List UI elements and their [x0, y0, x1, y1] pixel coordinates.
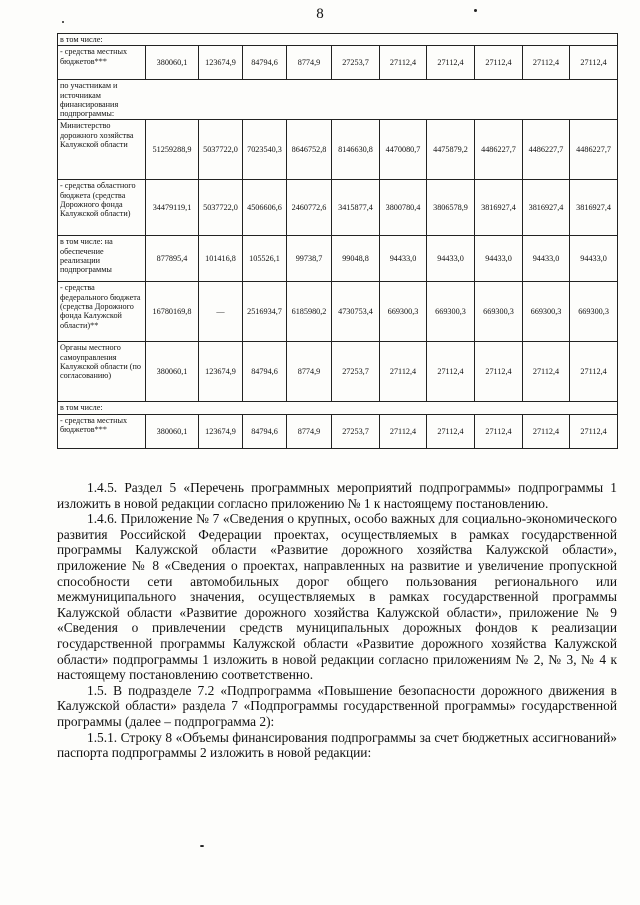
value-cell: 380060,1 [146, 342, 199, 402]
value-cell: 123674,9 [199, 46, 243, 80]
row-label: - средства федерального бюджета (средства Дорожного фонда Калужской области)** [58, 282, 146, 342]
value-cell: 669300,3 [570, 282, 618, 342]
value-cell: 3806578,9 [427, 180, 475, 236]
value-cell: 8146630,8 [332, 120, 380, 180]
table-row [58, 34, 618, 46]
row-label: Министерство дорожного хозяйства Калужской области [58, 120, 146, 180]
value-cell: 27253,7 [332, 46, 380, 80]
empty-cell [146, 80, 618, 120]
table-row [58, 180, 618, 236]
value-cell: 99048,8 [332, 236, 380, 282]
value-cell: 51259288,9 [146, 120, 199, 180]
value-cell: 27112,4 [427, 46, 475, 80]
value-cell: — [199, 282, 243, 342]
value-cell: 4506606,6 [243, 180, 287, 236]
value-cell: 27112,4 [475, 414, 523, 448]
value-cell: 8646752,8 [287, 120, 332, 180]
row-label: в том числе: [58, 34, 146, 46]
value-cell: 27112,4 [380, 46, 427, 80]
value-cell: 8774,9 [287, 342, 332, 402]
value-cell: 3800780,4 [380, 180, 427, 236]
table-row [58, 46, 618, 80]
table-row [58, 402, 618, 414]
value-cell: 123674,9 [199, 414, 243, 448]
value-cell: 123674,9 [199, 342, 243, 402]
financing-table [57, 33, 618, 449]
value-cell: 84794,6 [243, 414, 287, 448]
value-cell: 94433,0 [475, 236, 523, 282]
value-cell: 84794,6 [243, 46, 287, 80]
scan-speck [474, 9, 477, 12]
value-cell: 101416,8 [199, 236, 243, 282]
row-label: по участникам и источникам финансирования подпрограммы: [58, 80, 146, 120]
value-cell: 94433,0 [570, 236, 618, 282]
value-cell: 669300,3 [380, 282, 427, 342]
value-cell: 5037722,0 [199, 120, 243, 180]
paragraph: 1.4.5. Раздел 5 «Перечень программных мероприятий подпрограммы» подпрограммы 1 изложить в новой редакции согласно приложению № 1 к настоящему постановлению. [57, 480, 617, 511]
scan-speck [200, 845, 204, 847]
value-cell: 27112,4 [380, 342, 427, 402]
value-cell: 3816927,4 [570, 180, 618, 236]
value-cell: 27112,4 [475, 46, 523, 80]
row-label: в том числе: [58, 402, 146, 414]
value-cell: 877895,4 [146, 236, 199, 282]
value-cell: 27112,4 [570, 46, 618, 80]
value-cell: 84794,6 [243, 342, 287, 402]
scan-speck [62, 21, 64, 23]
value-cell: 27253,7 [332, 342, 380, 402]
value-cell: 2516934,7 [243, 282, 287, 342]
table-row [58, 120, 618, 180]
value-cell: 4486227,7 [570, 120, 618, 180]
value-cell: 2460772,6 [287, 180, 332, 236]
value-cell: 3415877,4 [332, 180, 380, 236]
value-cell: 27112,4 [570, 414, 618, 448]
value-cell: 99738,7 [287, 236, 332, 282]
value-cell: 380060,1 [146, 414, 199, 448]
value-cell: 16780169,8 [146, 282, 199, 342]
value-cell: 4730753,4 [332, 282, 380, 342]
row-label: - средства областного бюджета (средства Дорожного фонда Калужской области) [58, 180, 146, 236]
value-cell: 105526,1 [243, 236, 287, 282]
value-cell: 5037722,0 [199, 180, 243, 236]
value-cell: 8774,9 [287, 414, 332, 448]
paragraph: 1.5.1. Строку 8 «Объемы финансирования подпрограммы за счет бюджетных ассигнований» паспорта подпрограммы 2 изложить в новой редакции: [57, 729, 617, 761]
table-row [58, 282, 618, 342]
value-cell: 27112,4 [427, 342, 475, 402]
value-cell: 669300,3 [427, 282, 475, 342]
value-cell: 34479119,1 [146, 180, 199, 236]
empty-cell [146, 34, 618, 46]
value-cell: 669300,3 [523, 282, 570, 342]
value-cell: 6185980,2 [287, 282, 332, 342]
value-cell: 3816927,4 [475, 180, 523, 236]
table-row [58, 414, 618, 448]
table-row [58, 342, 618, 402]
value-cell: 27253,7 [332, 414, 380, 448]
value-cell: 94433,0 [427, 236, 475, 282]
value-cell: 27112,4 [523, 414, 570, 448]
row-label: - средства местных бюджетов*** [58, 414, 146, 448]
value-cell: 4470080,7 [380, 120, 427, 180]
value-cell: 669300,3 [475, 282, 523, 342]
value-cell: 27112,4 [570, 342, 618, 402]
value-cell: 94433,0 [380, 236, 427, 282]
value-cell: 4486227,7 [523, 120, 570, 180]
document-text [57, 480, 617, 761]
value-cell: 27112,4 [475, 342, 523, 402]
row-label: - средства местных бюджетов*** [58, 46, 146, 80]
value-cell: 4486227,7 [475, 120, 523, 180]
empty-cell [146, 402, 618, 414]
value-cell: 94433,0 [523, 236, 570, 282]
value-cell: 7023540,3 [243, 120, 287, 180]
table-row [58, 236, 618, 282]
row-label: Органы местного самоуправления Калужской области (по согласованию) [58, 342, 146, 402]
value-cell: 27112,4 [523, 342, 570, 402]
row-label: в том числе: на обеспечение реализации подпрограммы [58, 236, 146, 282]
paragraph: 1.5. В подразделе 7.2 «Подпрограмма «Повышение безопасности дорожного движения в Калужской области» раздела 7 «Подпрограммы государственной программы» государственной программы (далее – подпрограмма 2): [57, 682, 617, 729]
value-cell: 4475879,2 [427, 120, 475, 180]
paragraph: 1.4.6. Приложение № 7 «Сведения о крупных, особо важных для социально-экономического развития Российской Федерации проектах, осуществляемых в рамках государственной программы Калужской области «Развитие дорожного хозяйства Калужской области», приложение № 8 «Сведения о проектах, направленных на развитие и увеличение пропускной способности сети автомобильных дорог общего пользования регионального или межмуниципального значения, осуществляемых в рамках государственной программы Калужской области «Развитие дорожного хозяйства Калужской области», приложение № 9 «Сведения о привлечении средств муниципальных дорожных фондов к реализации государственной программы Калужской области «Развитие дорожного хозяйства Калужской области» подпрограммы 1 изложить в новой редакции согласно приложениям № 2, № 3, № 4 к настоящему постановлению соответственно. [57, 511, 617, 683]
value-cell: 3816927,4 [523, 180, 570, 236]
page-number: 8 [316, 6, 324, 22]
value-cell: 380060,1 [146, 46, 199, 80]
value-cell: 27112,4 [523, 46, 570, 80]
table-row [58, 80, 618, 120]
value-cell: 8774,9 [287, 46, 332, 80]
value-cell: 27112,4 [380, 414, 427, 448]
value-cell: 27112,4 [427, 414, 475, 448]
